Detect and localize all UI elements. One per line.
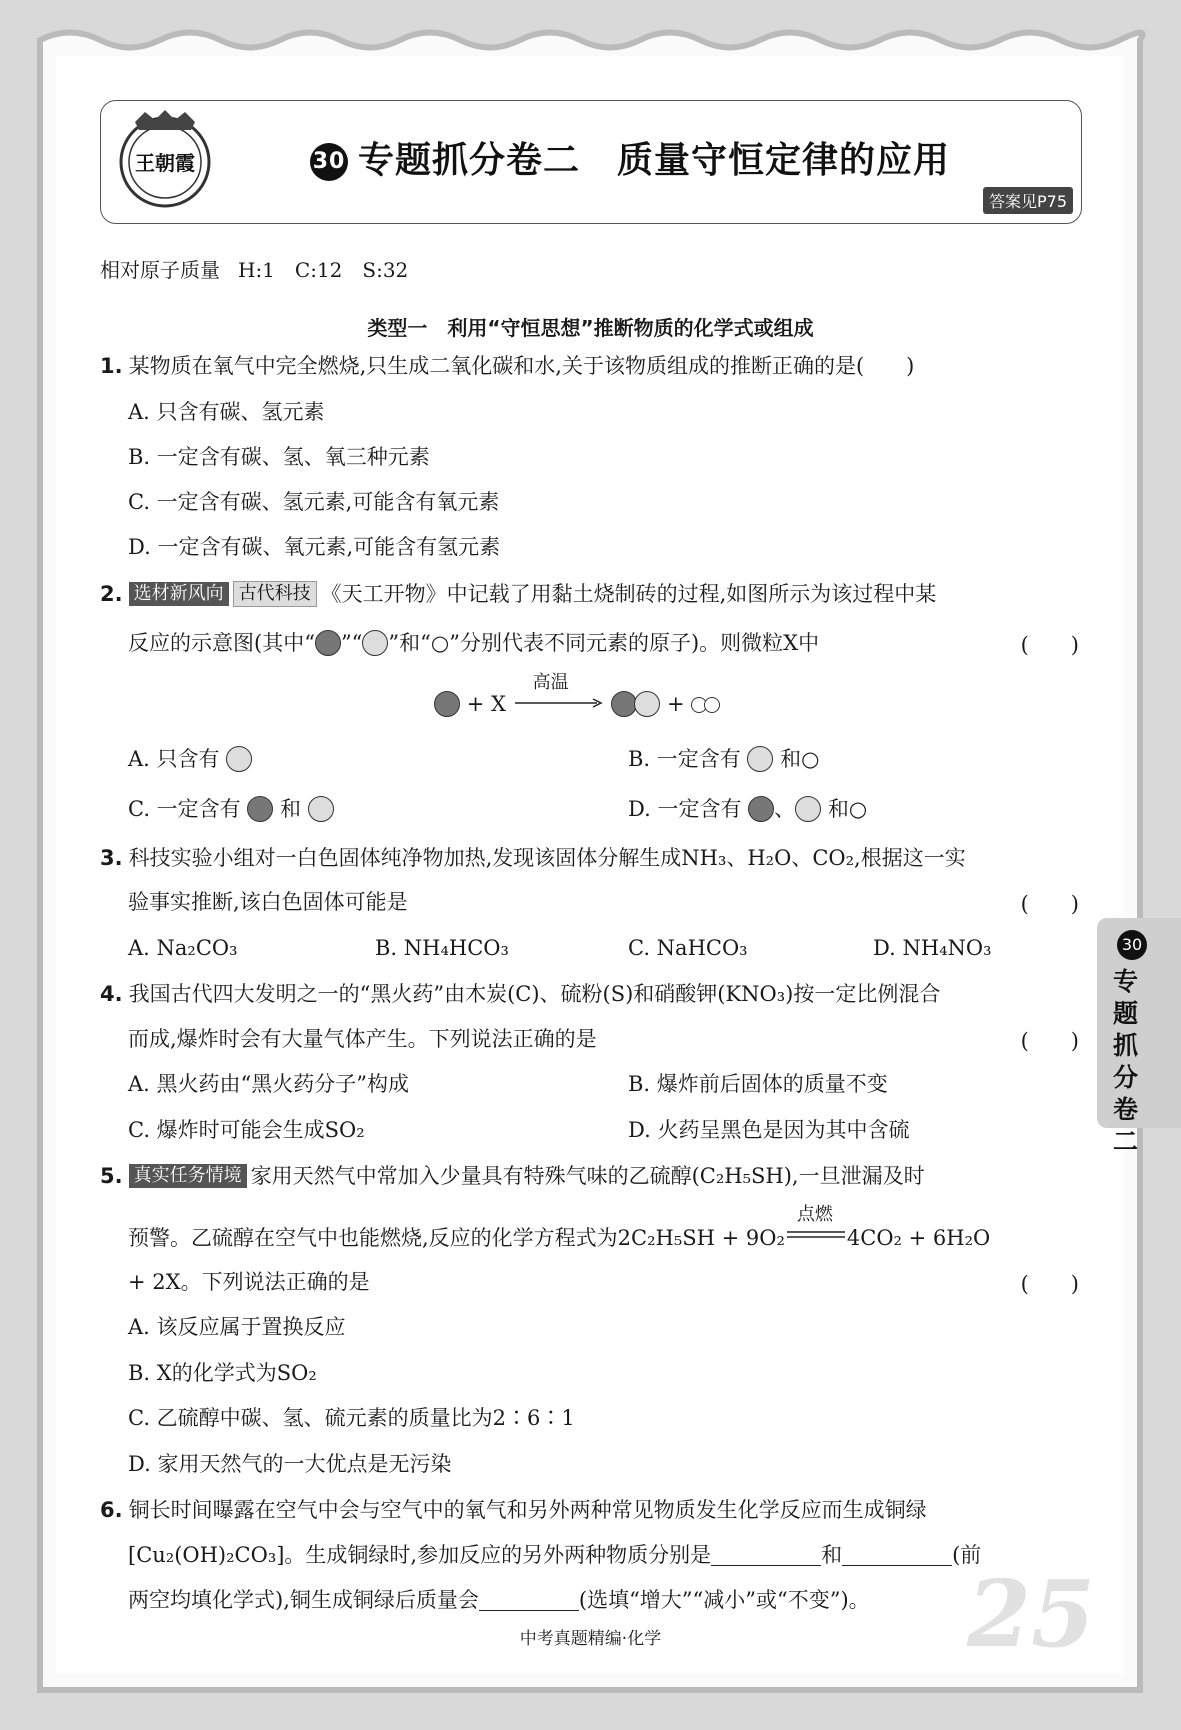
option-text: D. 一定含有 <box>628 797 742 821</box>
question-number: 6. <box>100 1498 123 1522</box>
light-atom-icon <box>634 691 660 717</box>
question-text: 铜长时间曝露在空气中会与空气中的氧气和另外两种常见物质发生化学反应而生成铜绿 <box>128 1498 927 1522</box>
question-text: 预警。乙硫醇在空气中也能燃烧,反应的化学方程式为2C₂H₅SH + 9O₂ <box>128 1226 785 1250</box>
atomic-mass-line <box>100 254 408 283</box>
question-3-stem-line2: 验事实推断,该白色固体可能是 <box>128 890 408 914</box>
answer-paren[interactable]: ( ) <box>1020 1272 1079 1296</box>
question-number: 5. <box>100 1164 123 1188</box>
q3-option-d[interactable]: D. NH₄NO₃ <box>873 936 992 960</box>
page-title <box>310 132 950 183</box>
option-text: 、 <box>774 797 796 821</box>
question-5-stem-line3: + 2X。下列说法正确的是 <box>128 1270 370 1294</box>
q1-option-c[interactable]: C. 一定含有碳、氢元素,可能含有氧元素 <box>128 490 500 514</box>
question-6-stem-line2 <box>128 1541 981 1569</box>
q2-option-d[interactable] <box>628 795 867 823</box>
question-text: 某物质在氧气中完全燃烧,只生成二氧化碳和水,关于该物质组成的推断正确的是( ) <box>128 354 915 378</box>
side-tab-number: 30 <box>1117 930 1147 960</box>
q5-option-b[interactable]: B. X的化学式为SO₂ <box>128 1361 317 1385</box>
side-tab-label: 专题抓分卷二 <box>1113 967 1139 1156</box>
q1-option-b[interactable]: B. 一定含有碳、氢、氧三种元素 <box>128 445 430 469</box>
question-text: 4CO₂ + 6H₂O <box>846 1226 991 1250</box>
q4-option-d[interactable]: D. 火药呈黑色是因为其中含硫 <box>628 1118 910 1142</box>
question-text: (前 <box>952 1543 982 1567</box>
q4-option-c[interactable]: C. 爆炸时可能会生成SO₂ <box>128 1118 365 1142</box>
light-atom-icon <box>747 746 773 772</box>
question-number: 3. <box>100 846 123 870</box>
reaction-arrow <box>513 672 605 711</box>
reactant-x: + X <box>466 692 506 716</box>
question-5-stem <box>100 1162 1080 1190</box>
reaction-diagram <box>434 672 720 718</box>
reaction-condition: 高温 <box>532 672 569 693</box>
question-text: 家用天然气中常加入少量具有特殊气味的乙硫醇(C₂H₅SH),一旦泄漏及时 <box>250 1164 925 1188</box>
dark-atom-icon <box>434 691 460 717</box>
question-number: 2. <box>100 582 123 606</box>
question-text: 两空均填化学式),铜生成铜绿后质量会 <box>128 1588 479 1612</box>
q2-option-b[interactable] <box>628 745 820 773</box>
q5-option-c[interactable]: C. 乙硫醇中碳、氢、硫元素的质量比为2∶6∶1 <box>128 1406 575 1430</box>
question-number: 1. <box>100 354 123 378</box>
q3-option-a[interactable]: A. Na₂CO₃ <box>128 936 238 960</box>
topic-tag: 古代科技 <box>233 581 317 607</box>
question-text: ”“ <box>340 631 363 655</box>
answer-blank-2[interactable] <box>842 1543 952 1566</box>
question-6-stem <box>100 1496 1080 1524</box>
question-2-stem <box>100 580 1080 608</box>
option-text: 和○ <box>827 797 868 821</box>
answer-paren[interactable]: ( ) <box>1020 892 1079 916</box>
question-text: 科技实验小组对一白色固体纯净物加热,发现该固体分解生成NH₃、H₂O、CO₂,根据这一实 <box>128 846 966 870</box>
q1-option-d[interactable]: D. 一定含有碳、氧元素,可能含有氢元素 <box>128 535 501 559</box>
publisher-logo <box>115 104 215 216</box>
answer-blank-3[interactable] <box>479 1588 579 1611</box>
page-number: 25 <box>966 1560 1095 1668</box>
light-atom-icon <box>795 796 821 822</box>
footer-text: 中考真题精编·化学 <box>519 1629 662 1649</box>
light-atom-icon <box>226 746 252 772</box>
q5-option-d[interactable]: D. 家用天然气的一大优点是无污染 <box>128 1452 452 1476</box>
q2-option-c[interactable] <box>128 795 334 823</box>
question-text: 反应的示意图(其中“ <box>128 631 315 655</box>
option-text: B. 一定含有 <box>628 747 741 771</box>
side-chapter-tab[interactable] <box>1097 918 1181 1156</box>
topic-tag: 真实任务情境 <box>129 1164 247 1188</box>
option-text: C. 一定含有 <box>128 797 241 821</box>
equation-condition <box>785 1204 847 1247</box>
white-atom-icon <box>704 697 720 713</box>
answer-reference: 答案见P75 <box>983 187 1073 214</box>
question-2-stem-line2 <box>128 629 819 657</box>
dark-atom-icon <box>315 630 341 656</box>
light-atom-icon <box>362 630 388 656</box>
section-title: 类型一 利用“守恒思想”推断物质的化学式或组成 <box>367 316 814 340</box>
option-text: 和 <box>280 797 302 821</box>
q3-option-b[interactable]: B. NH₄HCO₃ <box>375 936 509 960</box>
question-3-stem <box>100 844 1080 872</box>
topic-number-badge: 30 <box>310 143 348 181</box>
reaction-condition: 点燃 <box>796 1204 833 1225</box>
question-6-stem-line3 <box>128 1586 870 1614</box>
svg-text:王朝霞: 王朝霞 <box>135 151 195 175</box>
answer-paren[interactable]: ( ) <box>1020 633 1079 657</box>
q4-option-a[interactable]: A. 黑火药由“黑火药分子”构成 <box>128 1072 409 1096</box>
atomic-mass-values: H:1 C:12 S:32 <box>238 258 409 282</box>
question-text: (选填“增大”“减小”或“不变”)。 <box>578 1588 870 1612</box>
q3-option-c[interactable]: C. NaHCO₃ <box>628 936 748 960</box>
answer-blank-1[interactable] <box>711 1543 821 1566</box>
question-4-stem <box>100 980 1080 1008</box>
question-text: 我国古代四大发明之一的“黑火药”由木炭(C)、硫粉(S)和硝酸钾(KNO₃)按一定比例混合 <box>128 982 941 1006</box>
atomic-mass-label: 相对原子质量 <box>100 258 220 282</box>
option-text: A. 只含有 <box>128 747 220 771</box>
q4-option-b[interactable]: B. 爆炸前后固体的质量不变 <box>628 1072 888 1096</box>
q2-option-a[interactable] <box>128 745 252 773</box>
option-text: 和○ <box>780 747 820 771</box>
question-text: [Cu₂(OH)₂CO₃]。生成铜绿时,参加反应的另外两种物质分别是 <box>128 1543 712 1567</box>
question-1-stem <box>100 352 1080 380</box>
question-text: 《天工开物》中记载了用黏土烧制砖的过程,如图所示为该过程中某 <box>320 582 937 606</box>
dark-atom-icon <box>247 796 273 822</box>
topic-tag: 选材新风向 <box>129 582 229 606</box>
title-text: 专题抓分卷二 质量守恒定律的应用 <box>358 140 951 181</box>
plus-sign: + <box>666 692 685 716</box>
question-text: ”和“○”分别代表不同元素的原子)。则微粒X中 <box>388 631 820 655</box>
q1-option-a[interactable]: A. 只含有碳、氢元素 <box>128 400 325 424</box>
q5-option-a[interactable]: A. 该反应属于置换反应 <box>128 1315 346 1339</box>
question-5-stem-line2 <box>128 1204 991 1252</box>
dark-atom-icon <box>748 796 774 822</box>
question-text: 和 <box>821 1543 843 1567</box>
light-atom-icon <box>308 796 334 822</box>
question-4-stem-line2: 而成,爆炸时会有大量气体产生。下列说法正确的是 <box>128 1027 597 1051</box>
question-number: 4. <box>100 982 123 1006</box>
equals-sign-icon <box>785 1227 847 1247</box>
answer-paren[interactable]: ( ) <box>1020 1029 1079 1053</box>
arrow-icon <box>513 697 605 717</box>
